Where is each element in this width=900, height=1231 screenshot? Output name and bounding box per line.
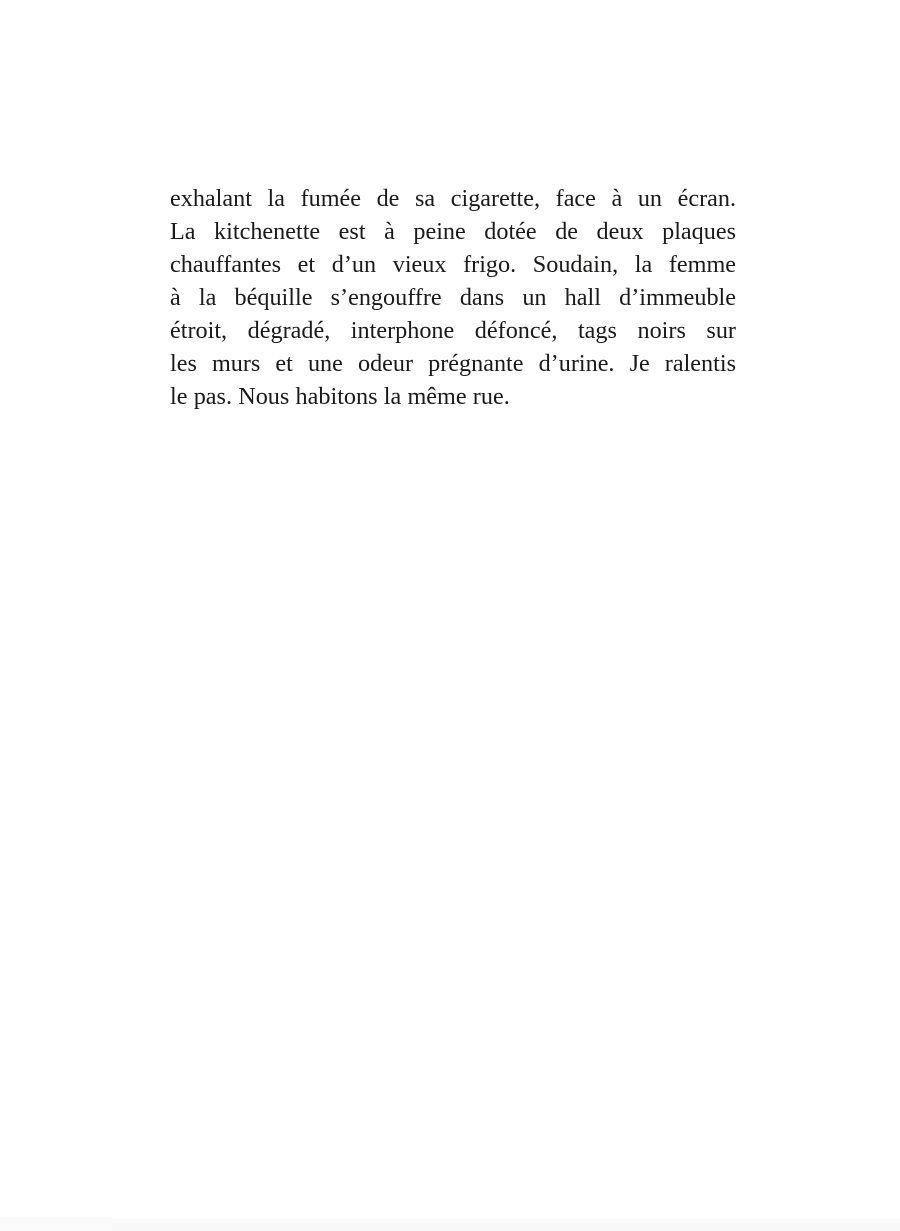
- text-line: chauffantes et d’un vieux frigo. Soudain, la femme: [170, 251, 736, 278]
- body-paragraph: [170, 182, 736, 413]
- text-line: étroit, dégradé, interphone défoncé, tags noirs sur: [170, 317, 736, 344]
- page-bottom-edge-band-left: [0, 1217, 112, 1223]
- body-text-column: [170, 182, 736, 413]
- text-line: le pas. Nous habitons la même rue.: [170, 383, 510, 410]
- page-bottom-edge-band: [0, 1218, 900, 1231]
- text-line: exhalant la fumée de sa cigarette, face à un écran.: [170, 185, 736, 212]
- text-line: La kitchenette est à peine dotée de deux plaques: [170, 218, 736, 245]
- text-line: à la béquille s’engouffre dans un hall d’immeuble: [170, 284, 736, 311]
- page-bottom-edge-band-right: [112, 1223, 900, 1231]
- text-line: les murs et une odeur prégnante d’urine. Je ralentis: [170, 350, 736, 377]
